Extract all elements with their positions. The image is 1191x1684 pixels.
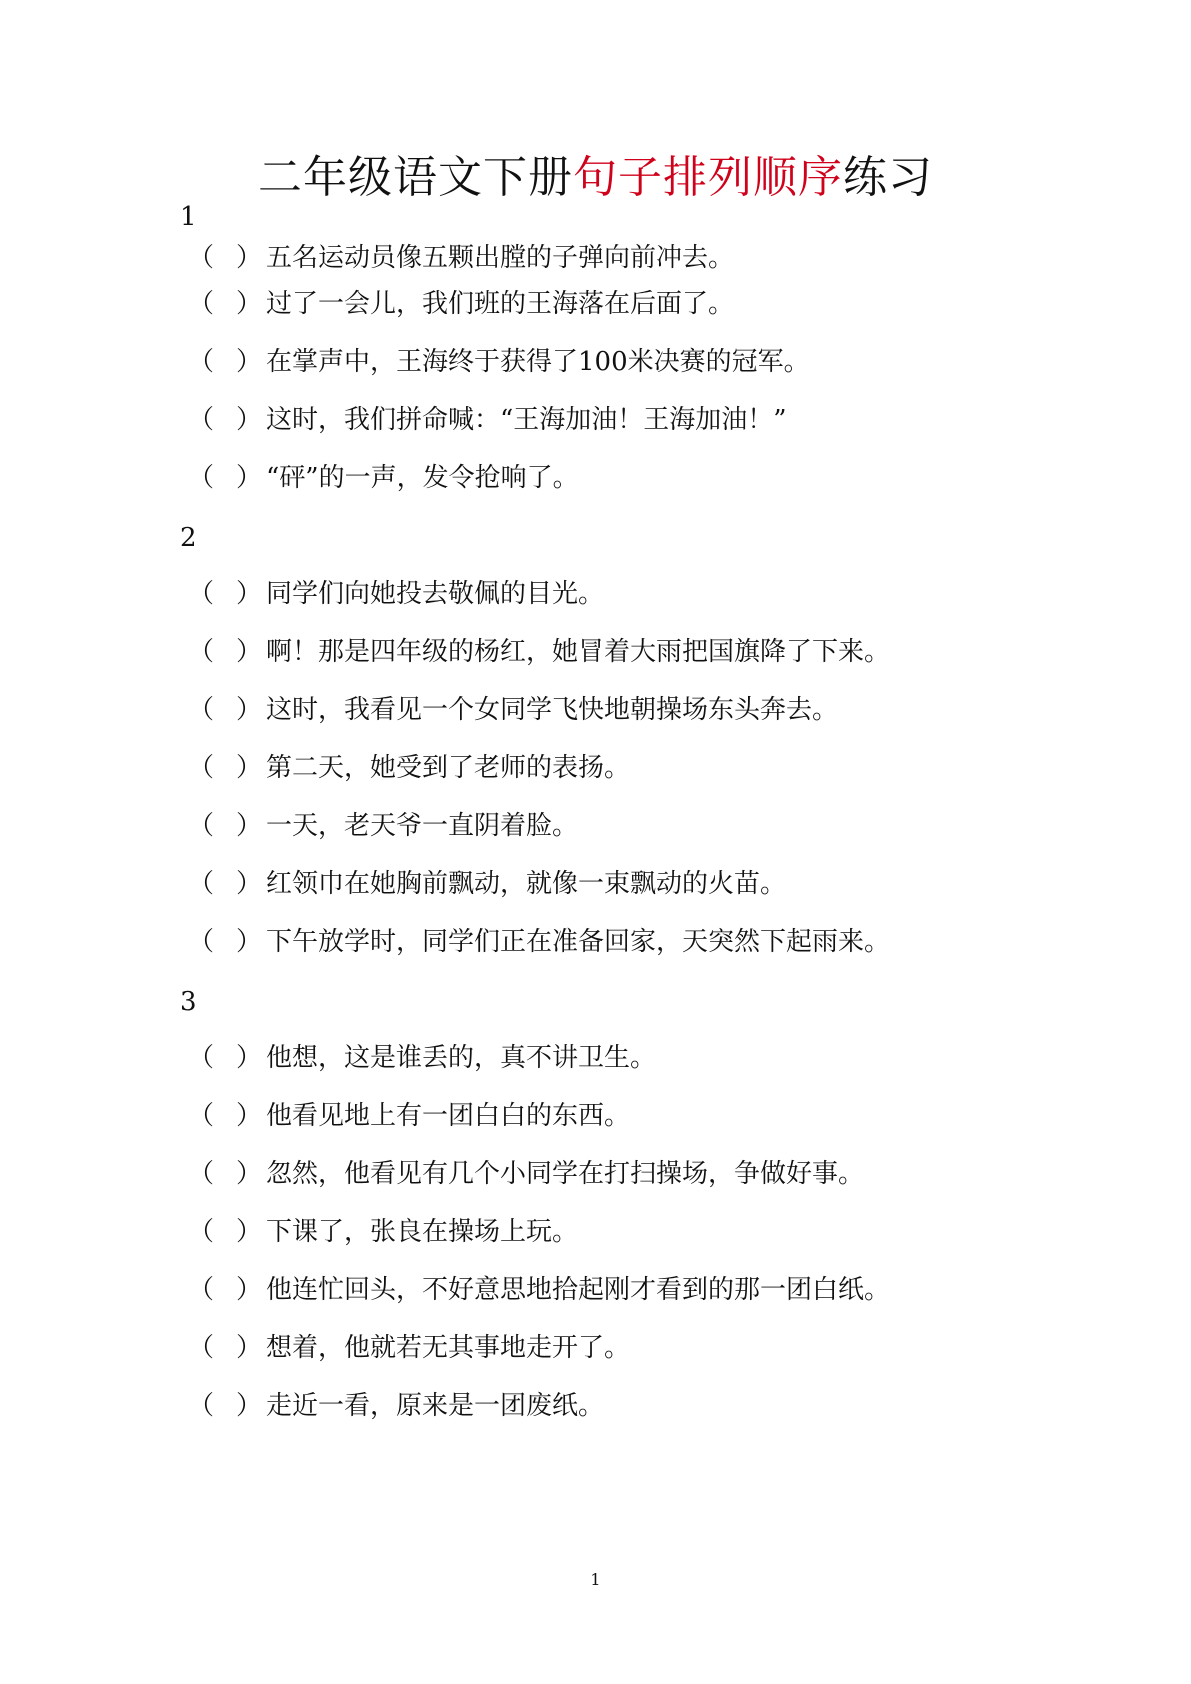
title-highlight: 句子排列顺序 [573, 152, 843, 203]
answer-blank[interactable] [204, 1160, 234, 1188]
page-number: 1 [590, 1570, 601, 1589]
answer-blank[interactable] [204, 928, 234, 956]
answer-parens: （ ） [188, 695, 263, 725]
sentence-text: 下课了，张良在操场上玩。 [266, 1217, 579, 1247]
sentence-text: 五名运动员像五颗出膛的子弹向前冲去。 [266, 243, 735, 273]
answer-blank[interactable] [204, 244, 234, 272]
title-part1: 二年级语文下册 [258, 152, 573, 203]
list-item [188, 1388, 604, 1424]
list-item [188, 286, 734, 322]
answer-parens: （ ） [188, 637, 263, 667]
sentence-text: 一天，老天爷一直阴着脸。 [266, 811, 579, 841]
sentence-text: 第二天，她受到了老师的表扬。 [266, 753, 631, 783]
sentence-text: “砰”的一声，发令抢响了。 [266, 463, 579, 493]
sentence-text: 他连忙回头，不好意思地拾起刚才看到的那一团白纸。 [266, 1275, 891, 1305]
answer-parens: （ ） [188, 1391, 263, 1421]
answer-blank[interactable] [204, 1102, 234, 1130]
sentence-text: 啊！那是四年级的杨红，她冒着大雨把国旗降了下来。 [266, 637, 891, 667]
section-number-1: 1 [180, 202, 197, 232]
answer-blank[interactable] [204, 696, 234, 724]
list-item [188, 1330, 630, 1366]
answer-parens: （ ） [188, 243, 263, 273]
list-item [188, 1098, 630, 1134]
answer-parens: （ ） [188, 463, 263, 493]
answer-blank[interactable] [204, 870, 234, 898]
sentence-text: 他看见地上有一团白白的东西。 [266, 1101, 631, 1131]
sentence-text: 在掌声中，王海终于获得了100米决赛的冠军。 [266, 347, 810, 377]
answer-parens: （ ） [188, 1101, 263, 1131]
answer-blank[interactable] [204, 638, 234, 666]
page-title [0, 150, 1191, 206]
answer-blank[interactable] [204, 406, 234, 434]
list-item [188, 576, 604, 612]
answer-blank[interactable] [204, 348, 234, 376]
sentence-text: 同学们向她投去敬佩的目光。 [266, 579, 605, 609]
sentence-text: 走近一看，原来是一团废纸。 [266, 1391, 605, 1421]
list-item [188, 1214, 578, 1250]
section-number-2: 2 [180, 523, 197, 553]
answer-parens: （ ） [188, 579, 263, 609]
answer-blank[interactable] [204, 1044, 234, 1072]
sentence-text: 想着，他就若无其事地走开了。 [266, 1333, 631, 1363]
list-item [188, 344, 810, 380]
answer-parens: （ ） [188, 1217, 263, 1247]
sentence-text: 这时，我看见一个女同学飞快地朝操场东头奔去。 [266, 695, 839, 725]
answer-parens: （ ） [188, 347, 263, 377]
answer-parens: （ ） [188, 811, 263, 841]
sentence-text: 忽然，他看见有几个小同学在打扫操场，争做好事。 [266, 1159, 865, 1189]
answer-parens: （ ） [188, 753, 263, 783]
answer-blank[interactable] [204, 464, 234, 492]
answer-parens: （ ） [188, 1333, 263, 1363]
list-item [188, 634, 890, 670]
answer-blank[interactable] [204, 1392, 234, 1420]
list-item [188, 460, 579, 496]
answer-blank[interactable] [204, 580, 234, 608]
answer-parens: （ ） [188, 405, 263, 435]
answer-blank[interactable] [204, 812, 234, 840]
sentence-text: 红领巾在她胸前飘动，就像一束飘动的火苗。 [266, 869, 787, 899]
answer-blank[interactable] [204, 1218, 234, 1246]
answer-blank[interactable] [204, 754, 234, 782]
list-item [188, 692, 838, 728]
answer-parens: （ ） [188, 1159, 263, 1189]
answer-blank[interactable] [204, 1334, 234, 1362]
answer-parens: （ ） [188, 289, 263, 319]
list-item [188, 1156, 864, 1192]
answer-parens: （ ） [188, 1043, 263, 1073]
sentence-text: 他想，这是谁丢的，真不讲卫生。 [266, 1043, 657, 1073]
list-item [188, 240, 734, 276]
answer-parens: （ ） [188, 927, 263, 957]
list-item [188, 1040, 656, 1076]
sentence-text: 这时，我们拼命喊：“王海加油！王海加油！” [266, 405, 787, 435]
answer-blank[interactable] [204, 290, 234, 318]
list-item [188, 1272, 890, 1308]
list-item [188, 924, 890, 960]
sentence-text: 过了一会儿，我们班的王海落在后面了。 [266, 289, 735, 319]
answer-blank[interactable] [204, 1276, 234, 1304]
answer-parens: （ ） [188, 1275, 263, 1305]
answer-parens: （ ） [188, 869, 263, 899]
list-item [188, 808, 578, 844]
list-item [188, 750, 630, 786]
sentence-text: 下午放学时，同学们正在准备回家，天突然下起雨来。 [266, 927, 891, 957]
section-number-3: 3 [180, 987, 197, 1017]
title-part3: 练习 [843, 152, 933, 203]
list-item [188, 402, 787, 438]
list-item [188, 866, 786, 902]
